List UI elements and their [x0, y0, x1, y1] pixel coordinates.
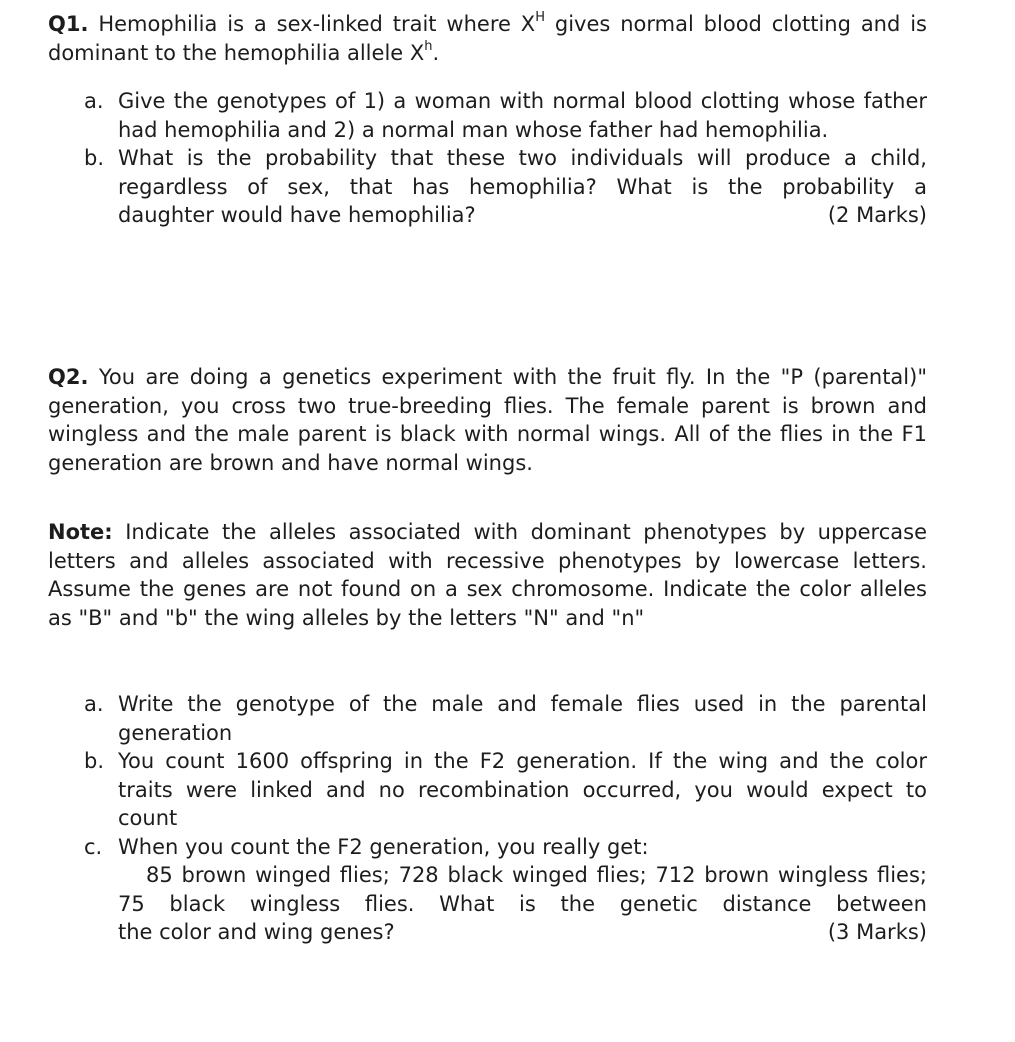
item-text: Give the genotypes of 1) a woman with normal blood clotting whose father had hemophilia and 2) a normal man whose father had hemophilia.	[118, 89, 927, 142]
superscript-h: h	[424, 38, 433, 54]
q2-item-b	[84, 747, 927, 833]
q2-label: Q2.	[48, 365, 89, 389]
q2-stem-text: You are doing a genetics experiment with the fruit fly. In the "P (parental)" generation, you cross two true-breeding flies. The female parent is brown and wingless and the male parent is black with normal wings. All of the flies in the F1 generation are brown and have normal wings.	[48, 365, 927, 475]
item-text: You count 1600 offspring in the F2 generation. If the wing and the color traits were linked and no recombination occurred, you would expect to count	[118, 749, 927, 830]
q2-item-c	[84, 833, 927, 947]
q1-item-list	[84, 87, 927, 230]
q2-item-list	[84, 690, 927, 947]
marks-label: (3 Marks)	[827, 920, 927, 944]
offspring-counts-text: 85 brown winged flies; 728 black winged flies; 712 brown wingless flies; 75 black wingless flies. What is the genetic distance between	[118, 863, 927, 916]
superscript-H: H	[535, 10, 545, 25]
note-label: Note:	[48, 520, 113, 544]
item-letter: b.	[84, 749, 105, 773]
note-text: Indicate the alleles associated with dominant phenotypes by uppercase letters and alleles associated with recessive phenotypes by lowercase letters. Assume the genes are not found on a sex chromosome. Indicate the color alleles as "B" and "b" the wing alleles by the letters "N" and "n"	[48, 520, 927, 630]
q1-item-b	[84, 144, 927, 230]
item-last-line	[118, 201, 927, 230]
item-letter: c.	[84, 834, 103, 859]
q1-stem-text-1: Hemophilia is a sex-linked trait where X	[88, 12, 536, 36]
q2-note	[48, 518, 927, 632]
item-text: Write the genotype of the male and female flies used in the parental generation	[118, 692, 927, 745]
item-text: When you count the F2 generation, you really get:	[118, 834, 649, 859]
item-letter: a.	[84, 89, 104, 113]
item-text-end: daughter would have hemophilia?	[118, 203, 476, 227]
item-body	[118, 144, 927, 230]
item-text: What is the probability that these two individuals will produce a child, regardless of sex, that has hemophilia? What is the probability a	[118, 146, 927, 199]
q1-label: Q1.	[48, 12, 89, 36]
q1-stem-text-3: .	[432, 40, 440, 65]
item-last-line	[118, 918, 927, 947]
item-letter: b.	[84, 146, 105, 170]
q1-stem-text-2: gives normal blood clotting and is dominant to the hemophilia allele X	[48, 12, 927, 65]
marks-label: (2 Marks)	[827, 203, 927, 227]
q2-stem	[48, 363, 927, 477]
q2-item-a	[84, 690, 927, 747]
item-text-end: the color and wing genes?	[118, 920, 395, 944]
item-letter: a.	[84, 692, 104, 716]
item-body	[118, 833, 927, 947]
q1-stem	[48, 10, 927, 67]
q1-item-a	[84, 87, 927, 144]
